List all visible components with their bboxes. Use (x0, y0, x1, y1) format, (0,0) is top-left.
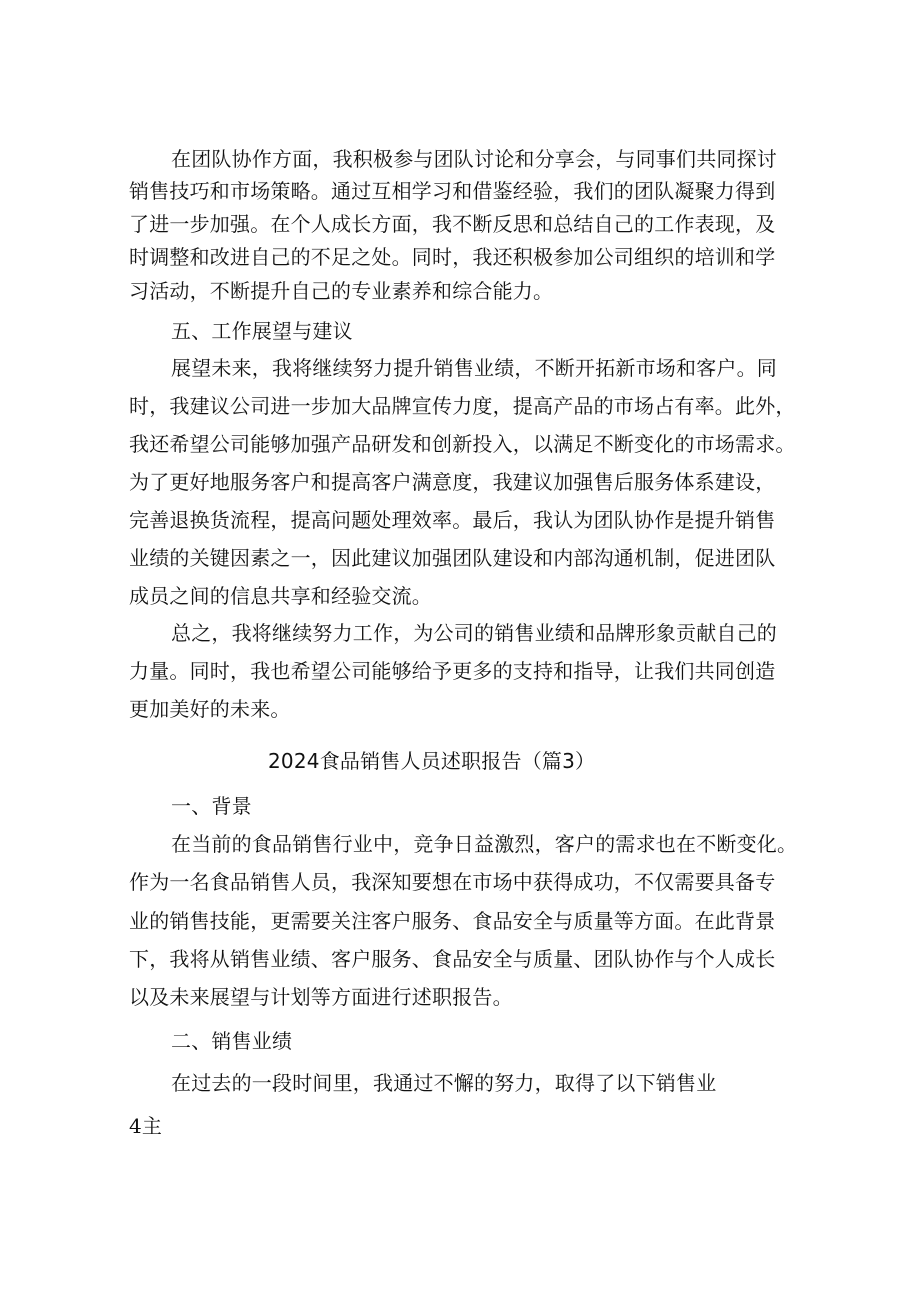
paragraph-line: 在团队协作方面，我积极参与团队讨论和分享会，与同事们共同探讨 (171, 147, 777, 171)
paragraph-line: 成员之间的信息共享和经验交流。 (129, 584, 432, 608)
document-title: 2024食品销售人员述职报告（篇3） (268, 749, 596, 773)
paragraph-line: 以及未来展望与计划等方面进行述职报告。 (129, 985, 513, 1009)
paragraph-line: 业的销售技能，更需要关注客户服务、食品安全与质量等方面。在此背景 (129, 909, 776, 933)
paragraph-line: 在当前的食品销售行业中，竞争日益激烈，客户的需求也在不断变化。 (171, 832, 798, 856)
paragraph-line: 在过去的一段时间里，我通过不懈的努力，取得了以下销售业 (171, 1071, 717, 1095)
paragraph-line: 作为一名食品销售人员，我深知要想在市场中获得成功，不仅需要具备专 (129, 870, 776, 894)
paragraph-line: 销售技巧和市场策略。通过互相学习和借鉴经验，我们的团队凝聚力得到 (129, 179, 776, 203)
paragraph-line: 了进一步加强。在个人成长方面，我不断反思和总结自己的工作表现，及 (129, 212, 776, 236)
paragraph-line: 总之，我将继续努力工作，为公司的销售业绩和品牌形象贡献自己的 (171, 621, 777, 645)
paragraph-line: 展望未来，我将继续努力提升销售业绩，不断开拓新市场和客户。同 (171, 356, 777, 380)
paragraph-line: 完善退换货流程，提高问题处理效率。最后，我认为团队协作是提升销售 (129, 508, 776, 532)
paragraph-line: 我还希望公司能够加强产品研发和创新投入，以满足不断变化的市场需求。 (129, 432, 796, 456)
paragraph-line: 业绩的关键因素之一，因此建议加强团队建设和内部沟通机制，促进团队 (129, 546, 776, 570)
paragraph-line: 力量。同时，我也希望公司能够给予更多的支持和指导，让我们共同创造 (129, 659, 776, 683)
paragraph-line: 时，我建议公司进一步加大品牌宣传力度，提高产品的市场占有率。此外， (129, 394, 796, 418)
paragraph-line: 时调整和改进自己的不足之处。同时，我还积极参加公司组织的培训和学 (129, 245, 776, 269)
page-fragment-text: 4主 (129, 1114, 163, 1138)
paragraph-line: 为了更好地服务客户和提高客户满意度，我建议加强售后服务体系建设， (129, 470, 776, 494)
section-heading: 五、工作展望与建议 (171, 319, 353, 343)
paragraph-line: 更加美好的未来。 (129, 697, 291, 721)
paragraph-line: 习活动，不断提升自己的专业素养和综合能力。 (129, 279, 554, 303)
section-heading: 一、背景 (171, 794, 252, 818)
section-heading: 二、销售业绩 (171, 1029, 293, 1053)
paragraph-line: 下，我将从销售业绩、客户服务、食品安全与质量、团队协作与个人成长 (129, 947, 776, 971)
